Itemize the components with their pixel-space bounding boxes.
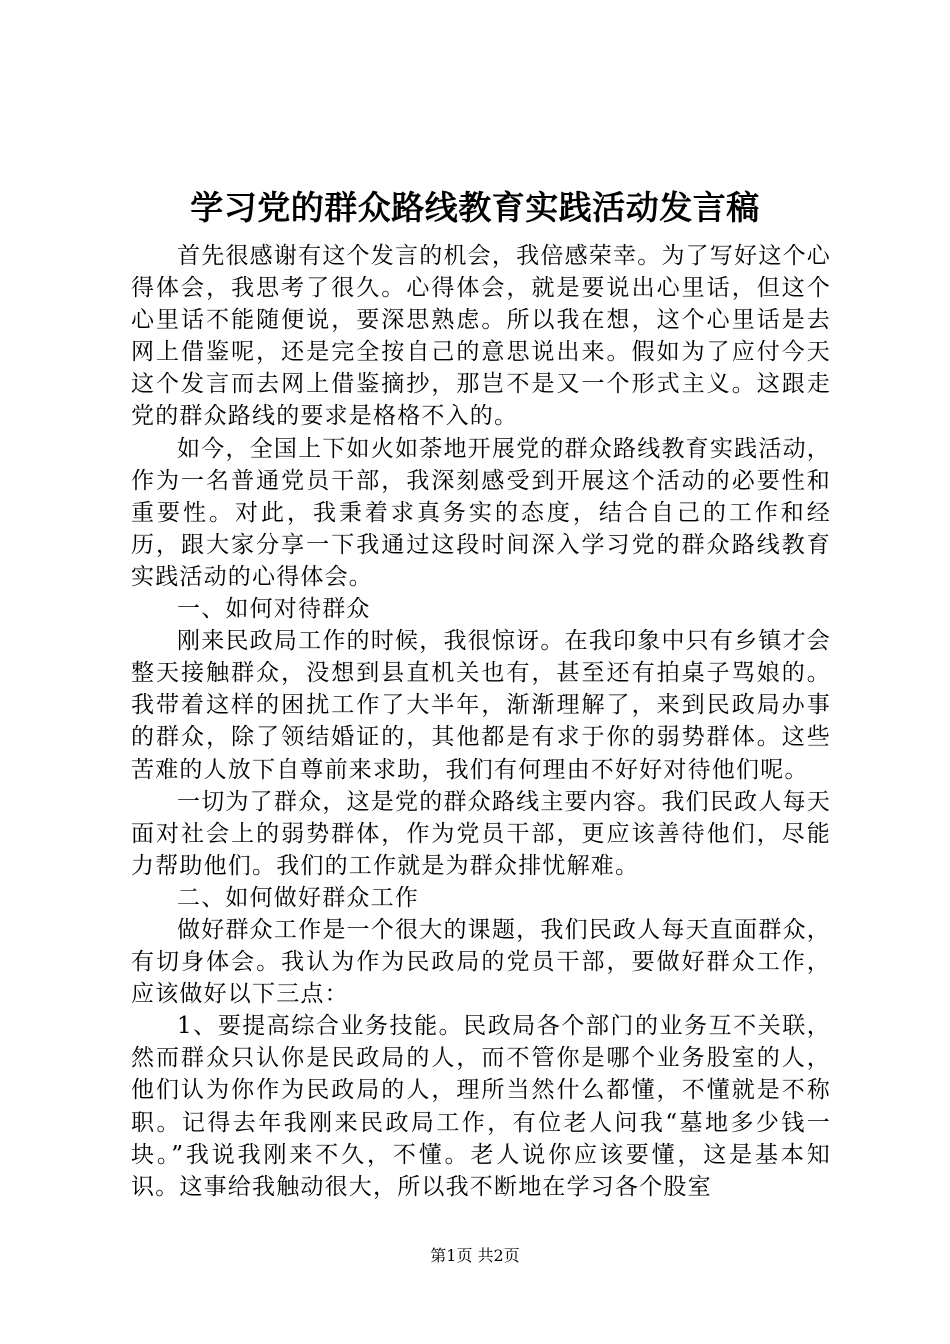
paragraph-intro: 首先很感谢有这个发言的机会，我倍感荣幸。为了写好这个心得体会，我思考了很久。心得体会，就是要说出心里话，但这个心里话不能随便说，要深思熟虑。所以我在想，这个心里话是去网上借鉴呢，还是完全按自己的意思说出来。假如为了应付今天这个发言而去网上借鉴摘抄，那岂不是又一个形式主义。这跟走党的群众路线的要求是格格不入的。 [131,243,831,430]
page-footer: 第1页 共2页 [430,1246,520,1265]
document-body [131,240,831,1203]
paragraph-background: 如今，全国上下如火如荼地开展党的群众路线教育实践活动，作为一名普通党员干部，我深刻感受到开展这个活动的必要性和重要性。对此，我秉着求真务实的态度，结合自己的工作和经历，跟大家分享一下我通过这段时间深入学习党的群众路线教育实践活动的心得体会。 [131,435,831,590]
section-heading-1: 一、如何对待群众 [177,596,371,623]
paragraph-section-1b: 一切为了群众，这是党的群众路线主要内容。我们民政人每天面对社会上的弱势群体，作为党员干部，更应该善待他们，尽能力帮助他们。我们的工作就是为群众排忧解难。 [131,788,831,879]
paragraph-section-2a: 做好群众工作是一个很大的课题，我们民政人每天直面群众，有切身体会。我认为作为民政局的党员干部，要做好群众工作，应该做好以下三点： [131,916,831,1008]
paragraph-point-1: 1、要提高综合业务技能。民政局各个部门的业务互不关联，然而群众只认你是民政局的人，而不管你是哪个业务股室的人，他们认为你作为民政局的人，理所当然什么都懂，不懂就是不称职。记得去年我刚来民政局工作，有位老人问我“墓地多少钱一块。”我说我刚来不久，不懂。老人说你应该要懂，这是基本知识。这事给我触动很大，所以我不断地在学习各个股室 [131,1013,831,1200]
document-title: 学习党的群众路线教育实践活动发言稿 [190,188,760,227]
section-heading-2: 二、如何做好群众工作 [177,884,419,911]
paragraph-section-1a: 刚来民政局工作的时候，我很惊讶。在我印象中只有乡镇才会整天接触群众，没想到县直机关也有，甚至还有拍桌子骂娘的。我带着这样的困扰工作了大半年，渐渐理解了，来到民政局办事的群众，除了领结婚证的，其他都是有求于你的弱势群体。这些苦难的人放下自尊前来求助，我们有何理由不好好对待他们呢。 [131,628,831,783]
